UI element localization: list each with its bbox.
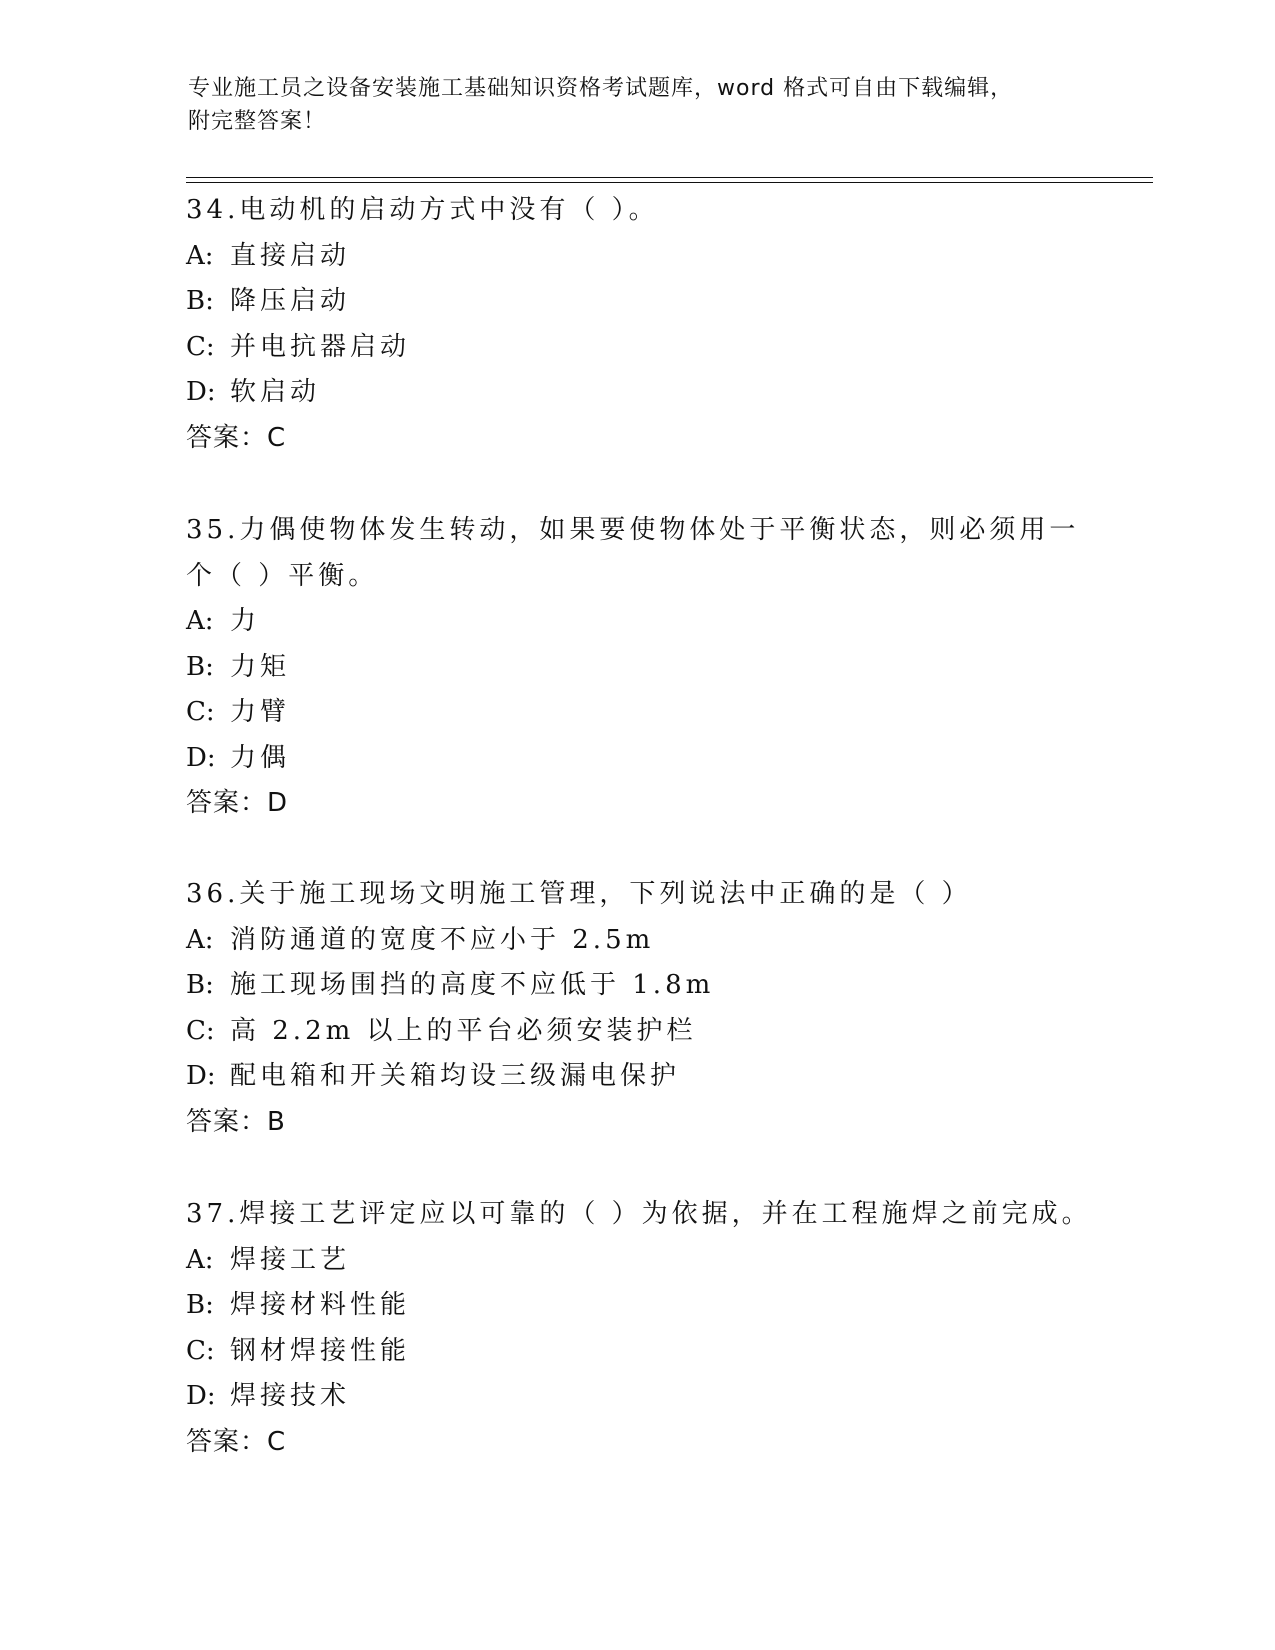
option-key: B: bbox=[186, 970, 214, 1000]
option-d bbox=[186, 1374, 1086, 1420]
option-key: A: bbox=[186, 1244, 214, 1275]
option-c bbox=[186, 690, 1086, 736]
answer-value: C bbox=[267, 422, 287, 453]
question-36 bbox=[186, 872, 1086, 1145]
header-divider-top bbox=[186, 177, 1153, 178]
question-stem: 35.力偶使物体发生转动，如果要使物体处于平衡状态，则必须用一个（ ）平衡。 bbox=[186, 515, 1080, 591]
option-text: 力 bbox=[230, 606, 261, 636]
option-key: C: bbox=[186, 1335, 215, 1366]
answer-line bbox=[186, 1420, 1086, 1466]
question-stem: 37.焊接工艺评定应以可靠的（ ）为依据，并在工程施焊之前完成。 bbox=[186, 1199, 1092, 1229]
option-d bbox=[186, 370, 1086, 416]
answer-label: 答案： bbox=[186, 788, 268, 818]
option-text: 力臂 bbox=[230, 697, 291, 727]
option-key: B: bbox=[186, 1290, 214, 1320]
option-text: 焊接材料性能 bbox=[230, 1290, 411, 1320]
option-key: D: bbox=[186, 377, 216, 407]
option-c bbox=[186, 1329, 1086, 1375]
option-key: B: bbox=[186, 651, 214, 682]
option-key: C: bbox=[186, 331, 215, 362]
question-stem: 36.关于施工现场文明施工管理，下列说法中正确的是（ ） bbox=[186, 879, 972, 909]
answer-value: C bbox=[267, 1426, 287, 1457]
answer-label: 答案： bbox=[186, 1106, 268, 1137]
answer-value: B bbox=[267, 1106, 286, 1137]
question-37 bbox=[186, 1192, 1092, 1465]
option-c bbox=[186, 325, 1086, 371]
option-text: 焊接工艺 bbox=[230, 1244, 351, 1275]
option-text: 施工现场围挡的高度不应低于 1.8m bbox=[230, 970, 715, 1000]
option-c bbox=[186, 1009, 1086, 1055]
option-b bbox=[186, 963, 1086, 1009]
document-header bbox=[188, 72, 1088, 138]
option-text: 焊接技术 bbox=[230, 1381, 351, 1411]
option-text: 软启动 bbox=[230, 377, 321, 407]
option-text: 直接启动 bbox=[230, 240, 351, 271]
question-stem: 34.电动机的启动方式中没有（ ）。 bbox=[186, 195, 659, 225]
option-key: A: bbox=[186, 924, 214, 955]
option-key: A: bbox=[186, 240, 214, 271]
answer-label: 答案： bbox=[186, 1426, 268, 1457]
option-text: 并电抗器启动 bbox=[230, 331, 411, 362]
option-key: D: bbox=[186, 1381, 216, 1411]
option-key: D: bbox=[186, 1061, 216, 1091]
option-a bbox=[186, 1238, 1086, 1284]
option-d bbox=[186, 1054, 1086, 1100]
header-line-2: 附完整答案！ bbox=[188, 109, 327, 134]
option-text: 力矩 bbox=[230, 651, 291, 682]
header-divider-bottom bbox=[186, 182, 1153, 183]
option-text: 降压启动 bbox=[230, 286, 351, 316]
option-d bbox=[186, 736, 1086, 782]
option-text: 钢材焊接性能 bbox=[230, 1335, 411, 1366]
answer-label: 答案： bbox=[186, 422, 268, 453]
question-34 bbox=[186, 188, 1086, 461]
question-35 bbox=[186, 508, 1086, 827]
answer-line bbox=[186, 781, 1086, 827]
option-key: C: bbox=[186, 697, 215, 727]
option-text: 消防通道的宽度不应小于 2.5m bbox=[230, 924, 655, 955]
option-key: D: bbox=[186, 742, 216, 773]
option-b bbox=[186, 645, 1086, 691]
option-a bbox=[186, 918, 1086, 964]
answer-line bbox=[186, 416, 1086, 462]
option-key: C: bbox=[186, 1015, 215, 1046]
option-key: B: bbox=[186, 286, 214, 316]
option-text: 高 2.2m 以上的平台必须安装护栏 bbox=[230, 1015, 697, 1046]
header-line-1: 专业施工员之设备安装施工基础知识资格考试题库，word 格式可自由下载编辑， bbox=[188, 76, 1014, 101]
option-text: 配电箱和开关箱均设三级漏电保护 bbox=[230, 1061, 681, 1091]
option-b bbox=[186, 279, 1086, 325]
answer-value: D bbox=[267, 788, 289, 818]
option-key: A: bbox=[186, 606, 214, 636]
answer-line bbox=[186, 1100, 1086, 1146]
option-b bbox=[186, 1283, 1086, 1329]
option-text: 力偶 bbox=[230, 742, 291, 773]
option-a bbox=[186, 234, 1086, 280]
option-a bbox=[186, 599, 1086, 645]
